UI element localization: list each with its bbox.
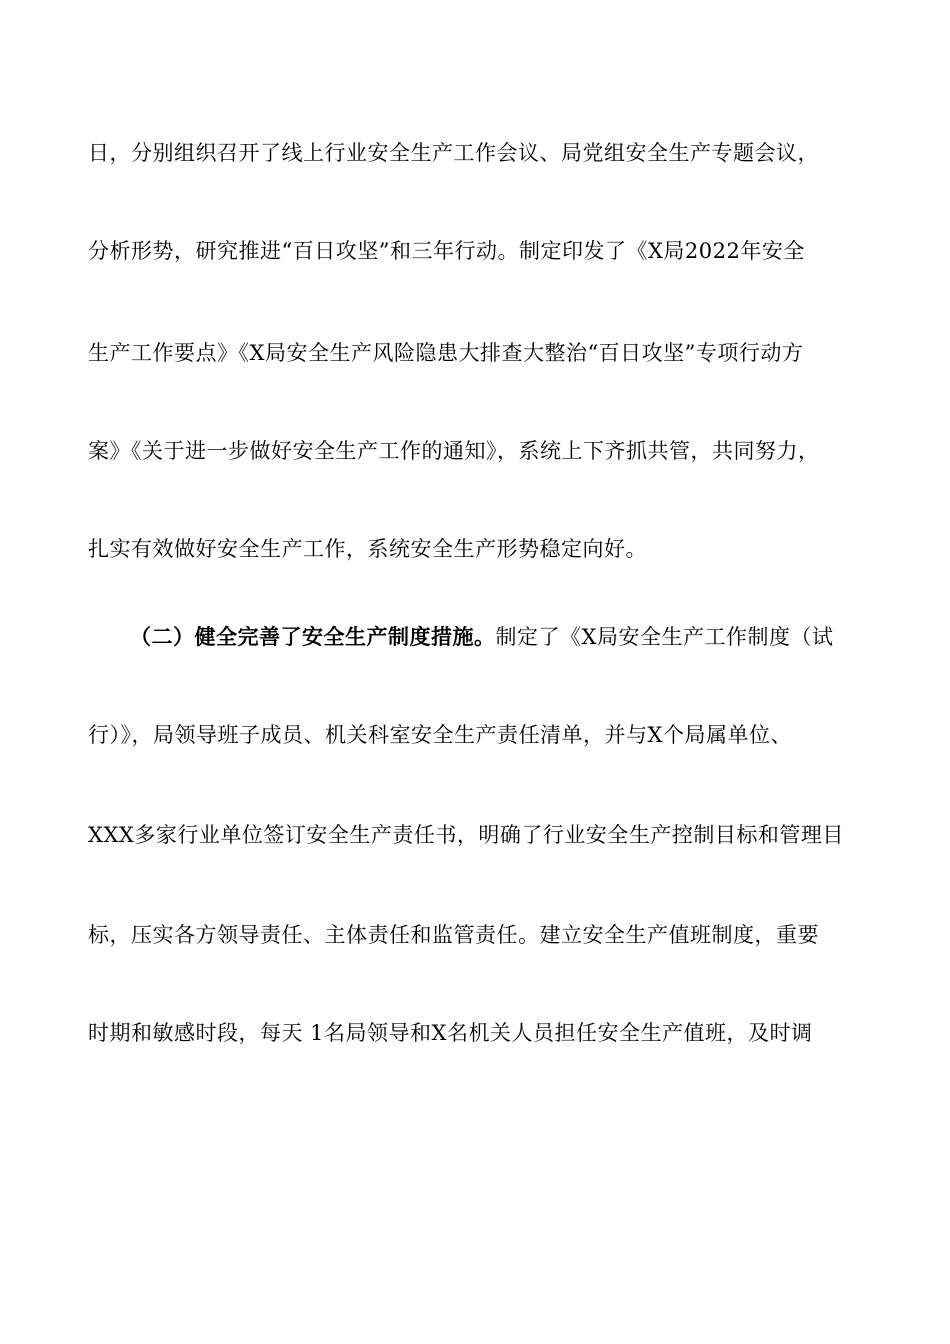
body-text-line: 标，压实各方领导责任、主体责任和监管责任。建立安全生产值班制度，重要 xyxy=(88,923,819,947)
body-text-line: 日，分别组织召开了线上行业安全生产工作会议、局党组安全生产专题会议， xyxy=(88,141,819,165)
section-2-heading: （二）健全完善了安全生产制度措施。 xyxy=(130,624,496,649)
body-text-line: 生产工作要点》《X局安全生产风险隐患大排查大整治“百日攻坚”专项行动方 xyxy=(88,341,804,365)
body-text-line: 案》《关于进一步做好安全生产工作的通知》，系统上下齐抓共管，共同努力， xyxy=(88,439,820,463)
body-text-line: 扎实有效做好安全生产工作，系统安全生产形势稳定向好。 xyxy=(88,537,647,561)
section-2-first-line xyxy=(130,622,863,652)
section-2-first-line-text: 制定了《X局安全生产工作制度（试 xyxy=(495,625,834,649)
body-text-line: XXX多家行业单位签订安全生产责任书，明确了行业安全生产控制目标和管理目 xyxy=(88,823,844,847)
body-text-line: 分析形势，研究推进“百日攻坚”和三年行动。制定印发了《X局2022年安全 xyxy=(88,239,805,263)
body-text-line: 行）》，局领导班子成员、机关科室安全生产责任清单，并与X个局属单位、 xyxy=(88,723,792,747)
body-text-line: 时期和敏感时段，每天 1名局领导和X名机关人员担任安全生产值班，及时调 xyxy=(88,1021,813,1045)
